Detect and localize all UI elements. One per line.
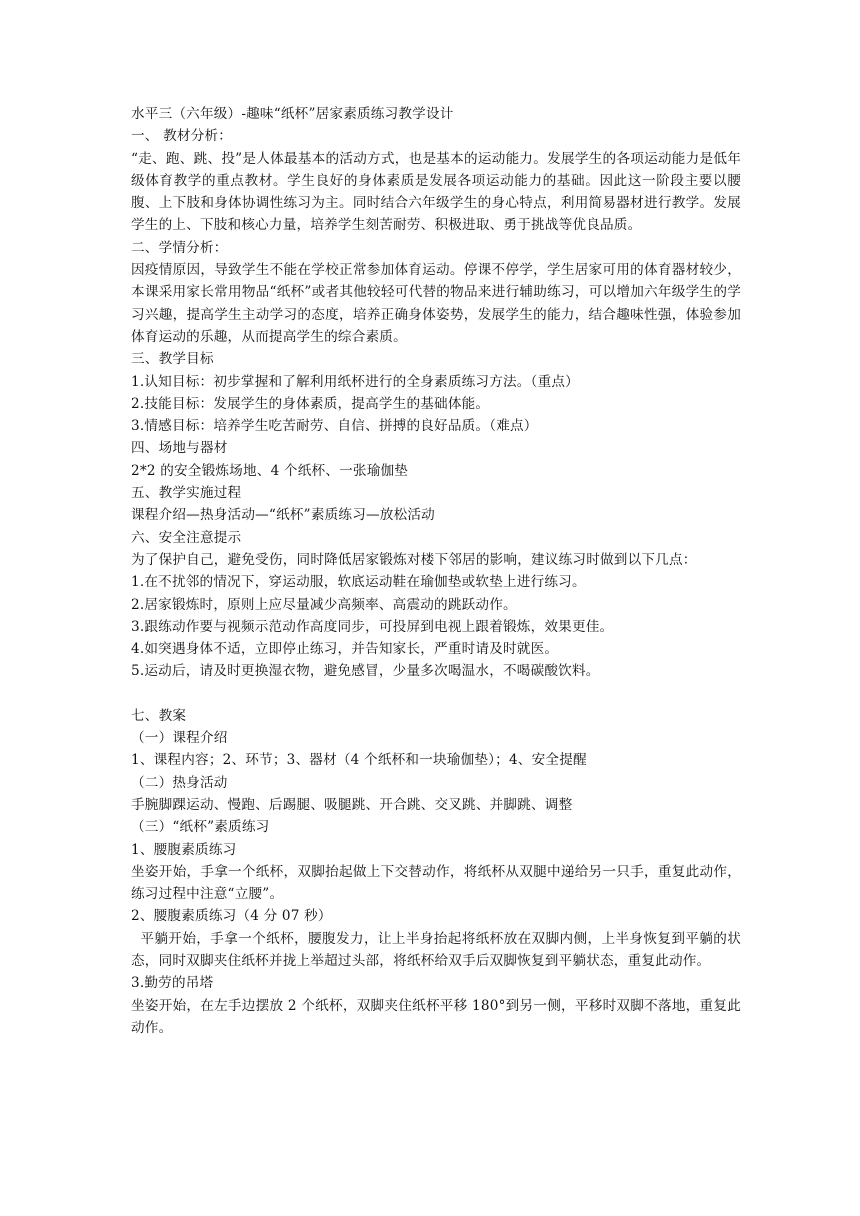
section-heading-process: 五、教学实施过程	[131, 485, 242, 502]
safety-item: 5.运动后，请及时更换湿衣物，避免感冒，少量多次喝温水，不喝碳酸饮料。	[131, 663, 600, 680]
section-body-students: 因疫情原因，导致学生不能在学校正常参加体育运动。停课不停学，学生居家可用的体育器材较少，本课采用家长常用物品“纸杯”或者其他较轻可代替的物品来进行辅助练习，可以增加六年级学生的学习兴趣，提高学生主动学习的态度，培养正确身体姿势，发展学生的能力，结合趣味性强，体验参加体育运动的乐趣，从而提高学生的综合素质。	[131, 262, 741, 345]
section-heading-students: 二、学情分析：	[131, 239, 228, 256]
exercise-heading: 1、腰腹素质练习	[131, 841, 237, 858]
safety-item: 1.在不扰邻的情况下，穿运动服，软底运动鞋在瑜伽垫或软垫上进行练习。	[131, 574, 586, 591]
section-heading-venue: 四、场地与器材	[131, 440, 228, 457]
safety-item: 3.跟练动作要与视频示范动作高度同步，可投屏到电视上跟着锻炼，效果更佳。	[131, 618, 614, 635]
subsection-heading-warmup: （二）热身活动	[131, 774, 228, 791]
document-page	[131, 103, 741, 1039]
paragraph-gap	[131, 683, 741, 705]
section-heading-analysis: 一、 教材分析：	[131, 128, 233, 145]
exercise-body: 坐姿开始，在左手边摆放 2 个纸杯，双脚夹住纸杯平移 180°到另一侧，平移时双脚不落地，重复此动作。	[131, 997, 741, 1036]
document-title: 水平三（六年级）-趣味“纸杯”居家素质练习教学设计	[131, 106, 454, 122]
goal-item: 2.技能目标：发展学生的身体素质，提高学生的基础体能。	[131, 395, 490, 412]
section-body-process: 课程介绍—热身活动—“纸杯”素质练习—放松活动	[131, 507, 435, 524]
exercise-heading: 2、腰腹素质练习（4 分 07 秒）	[131, 908, 332, 925]
section-heading-goals: 三、教学目标	[131, 351, 214, 368]
exercise-body: 平躺开始，手拿一个纸杯，腰腹发力，让上半身抬起将纸杯放在双脚内侧，上半身恢复到平躺的状态，同时双脚夹住纸杯并拢上举超过头部，将纸杯给双手后双脚恢复到平躺状态，重复此动作。	[131, 930, 741, 969]
exercise-heading: 3.勤劳的吊塔	[131, 975, 214, 992]
subsection-heading-intro: （一）课程介绍	[131, 730, 228, 747]
section-body-analysis: “走、跑、跳、投”是人体最基本的活动方式，也是基本的运动能力。发展学生的各项运动能力是低年级体育教学的重点教材。学生良好的身体素质是发展各项运动能力的基础。因此这一阶段主要以腰腹、上下肢和身体协调性练习为主。同时结合六年级学生的身心特点，利用简易器材进行教学。发展学生的上、下肢和核心力量，培养学生刻苦耐劳、积极进取、勇于挑战等优良品质。	[131, 150, 741, 234]
goal-item: 3.情感目标：培养学生吃苦耐劳、自信、拼搏的良好品质。（难点）	[131, 418, 538, 435]
goal-item: 1.认知目标：初步掌握和了解利用纸杯进行的全身素质练习方法。（重点）	[131, 373, 579, 390]
section-body-venue: 2*2 的安全锻炼场地、4 个纸杯、一张瑜伽垫	[131, 462, 409, 479]
section-heading-safety: 六、安全注意提示	[131, 529, 242, 546]
subsection-heading-exercises: （三）“纸杯”素质练习	[131, 819, 270, 836]
subsection-body-warmup: 手腕脚踝运动、慢跑、后踢腿、吸腿跳、开合跳、交叉跳、并脚跳、调整	[131, 796, 573, 813]
subsection-body-intro: 1、课程内容；2、环节；3、器材（4 个纸杯和一块瑜伽垫）；4、安全提醒	[131, 752, 587, 769]
safety-intro: 为了保护自己，避免受伤，同时降低居家锻炼对楼下邻居的影响，建议练习时做到以下几点：	[131, 551, 697, 568]
exercise-body: 坐姿开始，手拿一个纸杯，双脚抬起做上下交替动作，将纸杯从双腿中递给另一只手，重复此动作，练习过程中注意“立腰”。	[131, 863, 741, 903]
safety-item: 4.如突遇身体不适，立即停止练习，并告知家长，严重时请及时就医。	[131, 641, 559, 658]
safety-item: 2.居家锻炼时，原则上应尽量减少高频率、高震动的跳跃动作。	[131, 596, 517, 613]
section-heading-lesson-plan: 七、教案	[131, 707, 187, 724]
